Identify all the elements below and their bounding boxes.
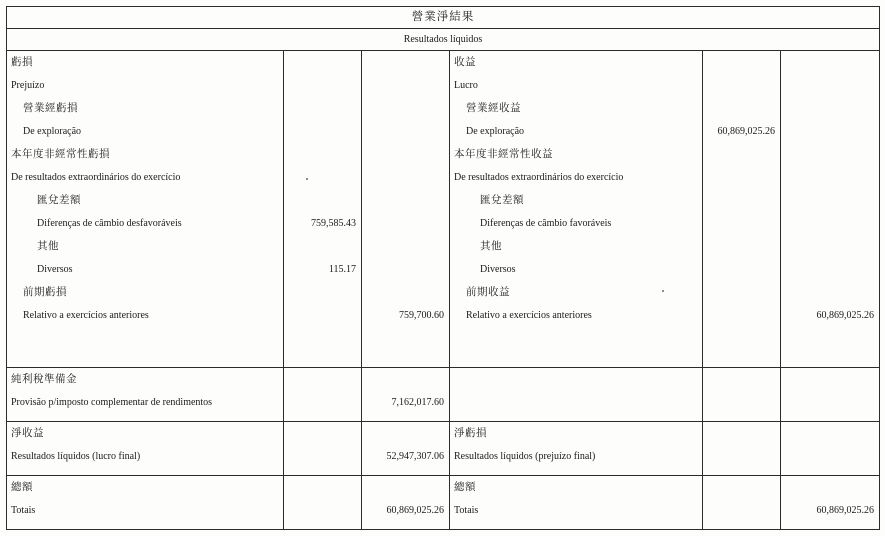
left-amount-col-1	[284, 50, 362, 368]
right-row-4-value2: 60,869,025.26	[816, 309, 875, 321]
left-row-2-value2	[362, 212, 449, 235]
left-row-2-pt: Diferenças de câmbio desfavoráveis	[37, 217, 182, 229]
right-total-cjk: 總額	[454, 481, 476, 494]
net-result-row	[7, 422, 880, 476]
left-total-amount-1	[284, 476, 362, 530]
provision-row	[7, 368, 880, 422]
left-labels-cell	[7, 50, 284, 368]
left-row-1-cjk: 本年度非經常性虧損	[11, 147, 110, 160]
left-row-4-value2: 759,700.60	[399, 309, 444, 321]
subtitle-cell	[7, 28, 880, 50]
title-pt: Resultados líquidos	[403, 33, 483, 45]
right-row-3-value1	[703, 258, 780, 281]
left-header-cjk: 虧損	[11, 55, 33, 68]
left-net-pt: Resultados líquidos (lucro final)	[11, 451, 141, 463]
right-row-1-cjk: 本年度非經常性收益	[454, 147, 553, 160]
left-total-value: 60,869,025.26	[386, 505, 444, 517]
right-provision-amount-1	[703, 368, 781, 422]
left-total-amount-2	[362, 476, 450, 530]
right-row-1-pt: De resultados extraordinários do exercício	[454, 171, 624, 183]
right-row-4-value1	[703, 304, 780, 327]
results-ledger-table	[6, 6, 880, 530]
left-row-1-value2	[362, 166, 449, 189]
left-provision-cjk: 純利稅準備金	[11, 373, 77, 386]
right-header-pt: Lucro	[454, 79, 478, 91]
left-row-0-value1	[284, 120, 361, 143]
right-row-1-value1	[703, 166, 780, 189]
scan-speck	[662, 290, 664, 292]
left-net-cjk: 淨收益	[11, 427, 44, 440]
right-header-cjk: 收益	[454, 55, 476, 68]
scan-speck	[306, 178, 308, 180]
right-net-pt: Resultados líquidos (prejuízo final)	[454, 451, 596, 463]
left-row-3-value1: 115.17	[328, 263, 356, 275]
left-amount-col-2	[362, 50, 450, 368]
left-row-2-value1: 759,585.43	[311, 217, 356, 229]
main-entries-row	[7, 50, 880, 368]
title-cjk: 營業淨結果	[411, 9, 475, 23]
title-cell	[7, 7, 880, 29]
left-net-labels	[7, 422, 284, 476]
left-total-cjk: 總額	[11, 481, 33, 494]
left-provision-amount-1	[284, 368, 362, 422]
right-provision-labels	[450, 368, 703, 422]
right-total-labels	[450, 476, 703, 530]
left-row-4-value1	[284, 304, 361, 327]
right-total-amount-2	[781, 476, 880, 530]
right-total-value: 60,869,025.26	[816, 505, 875, 517]
right-provision-amount-2	[781, 368, 880, 422]
right-total-amount-1	[703, 476, 781, 530]
left-row-4-pt: Relativo a exercícios anteriores	[23, 309, 149, 321]
right-row-1-value2	[781, 166, 879, 189]
table-subtitle-row	[7, 28, 880, 50]
left-row-3-cjk: 其他	[37, 239, 59, 252]
left-provision-amount-2	[362, 368, 450, 422]
left-net-amount-2	[362, 422, 450, 476]
right-row-3-pt: Diversos	[480, 263, 516, 275]
right-row-2-value2	[781, 212, 879, 235]
left-row-0-value2	[362, 120, 449, 143]
right-row-2-cjk: 匯兌差額	[480, 193, 524, 206]
left-net-value: 52,947,307.06	[386, 451, 444, 463]
right-row-4-pt: Relativo a exercícios anteriores	[466, 309, 592, 321]
right-row-3-cjk: 其他	[480, 239, 502, 252]
left-total-pt: Totais	[11, 505, 36, 517]
right-net-amount-1	[703, 422, 781, 476]
left-provision-labels	[7, 368, 284, 422]
left-row-3-pt: Diversos	[37, 263, 73, 275]
right-net-amount-2	[781, 422, 880, 476]
right-row-0-cjk: 營業經收益	[466, 101, 521, 114]
right-total-pt: Totais	[454, 505, 479, 517]
right-provision-value	[781, 391, 879, 414]
left-row-0-cjk: 營業經虧損	[23, 101, 78, 114]
left-row-3-value2	[362, 258, 449, 281]
right-row-0-value2	[781, 120, 879, 143]
right-row-3-value2	[781, 258, 879, 281]
table-title-row	[7, 7, 880, 29]
right-provision-cjk	[450, 368, 702, 391]
totals-row	[7, 476, 880, 530]
right-labels-cell	[450, 50, 703, 368]
right-amount-col-2	[781, 50, 880, 368]
right-row-2-value1	[703, 212, 780, 235]
left-header-pt: Prejuízo	[11, 79, 45, 91]
left-row-2-cjk: 匯兌差額	[37, 193, 81, 206]
right-net-cjk: 淨虧損	[454, 427, 487, 440]
right-net-labels	[450, 422, 703, 476]
right-provision-pt	[450, 391, 702, 414]
left-provision-value: 7,162,017.60	[391, 397, 444, 409]
right-row-0-value1: 60,869,025.26	[717, 125, 775, 137]
left-total-labels	[7, 476, 284, 530]
left-row-4-cjk: 前期虧損	[23, 285, 67, 298]
right-net-value	[781, 445, 879, 468]
left-row-0-pt: De exploração	[23, 125, 82, 137]
right-row-0-pt: De exploração	[466, 125, 525, 137]
right-row-4-cjk: 前期收益	[466, 285, 510, 298]
left-net-amount-1	[284, 422, 362, 476]
right-amount-col-1	[703, 50, 781, 368]
left-row-1-value1	[284, 166, 361, 189]
right-row-2-pt: Diferenças de câmbio favoráveis	[480, 217, 612, 229]
left-provision-pt: Provisão p/imposto complementar de rendimentos	[11, 397, 213, 409]
left-row-1-pt: De resultados extraordinários do exercício	[11, 171, 181, 183]
